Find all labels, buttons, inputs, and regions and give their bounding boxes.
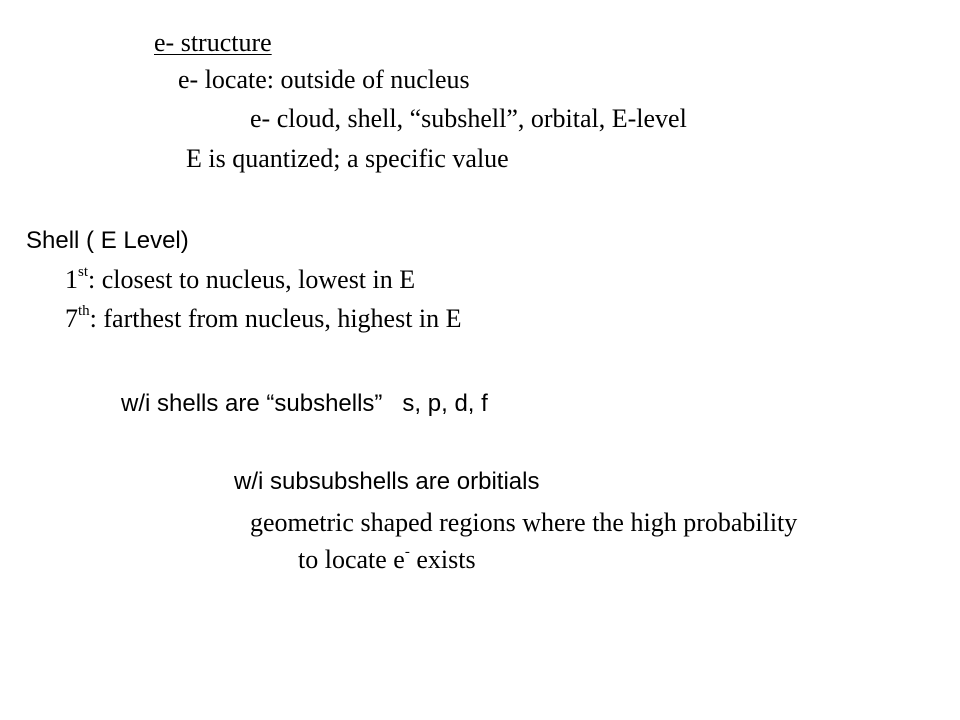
seventh-shell-line	[65, 303, 462, 333]
seventh-shell-ordinal: th	[78, 303, 90, 320]
orbitals-description: geometric shaped regions where the high probability	[250, 508, 798, 537]
seventh-shell-text: : farthest from nucleus, highest in E	[89, 304, 462, 333]
orbitals-locate-suffix: exists	[409, 545, 476, 574]
first-shell-number: 1	[65, 265, 78, 294]
subshells-line: w/i shells are “subshells” s, p, d, f	[121, 390, 488, 417]
first-shell-text: : closest to nucleus, lowest in E	[88, 265, 416, 294]
shell-heading: Shell ( E Level)	[26, 227, 189, 254]
first-shell-ordinal: st	[78, 264, 89, 281]
electron-locate-line: e- locate: outside of nucleus	[178, 65, 470, 94]
energy-quantized-line: E is quantized; a specific value	[186, 144, 509, 173]
seventh-shell-number: 7	[65, 304, 78, 333]
first-shell-line	[65, 264, 416, 294]
orbitals-locate-line	[298, 544, 476, 574]
electron-charge-superscript: -	[404, 544, 410, 561]
electron-terms-line: e- cloud, shell, “subshell”, orbital, E-level	[250, 104, 687, 133]
orbitals-heading: w/i subsubshells are orbitials	[234, 468, 540, 495]
orbitals-locate-prefix: to locate e	[298, 545, 405, 574]
structure-title: e- structure	[154, 28, 272, 57]
